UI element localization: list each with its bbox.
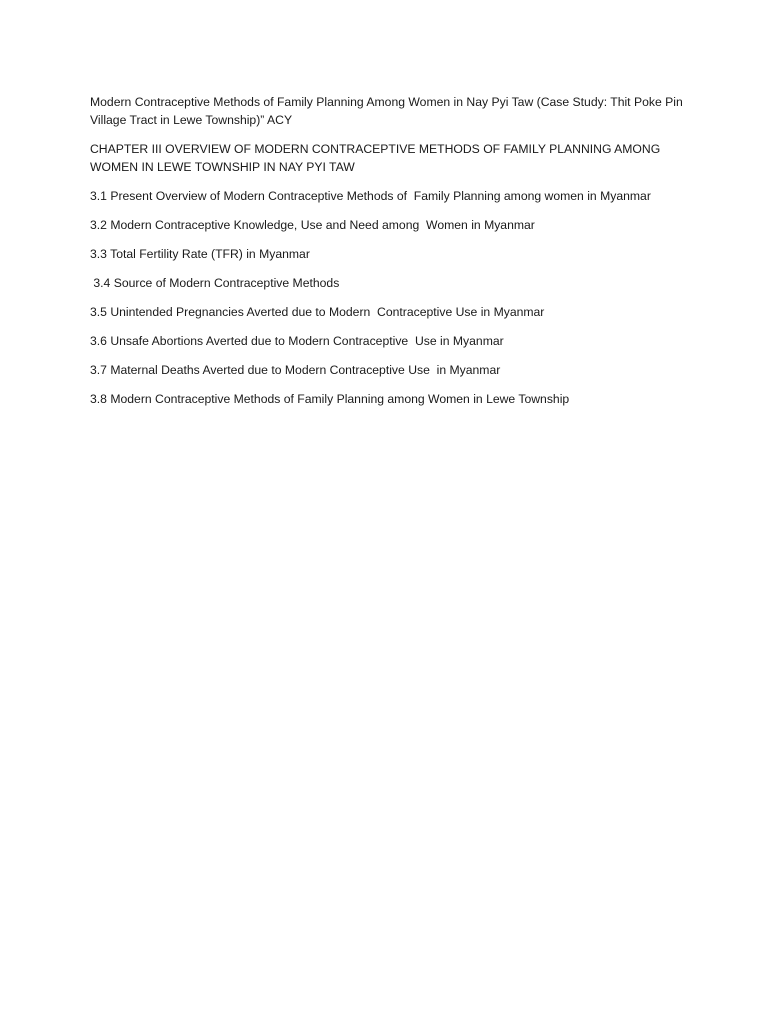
section-3-4: 3.4 Source of Modern Contraceptive Methods [90,276,340,290]
section-3-7: 3.7 Maternal Deaths Averted due to Modern Contraceptive Use in Myanmar [90,363,501,377]
chapter-heading: CHAPTER III OVERVIEW OF MODERN CONTRACEPTIVE METHODS OF FAMILY PLANNING AMONG WOMEN IN LEWE TOWNSHIP IN NAY PYI TAW [90,142,664,174]
section-3-8: 3.8 Modern Contraceptive Methods of Family Planning among Women in Lewe Township [90,392,570,406]
section-3-6: 3.6 Unsafe Abortions Averted due to Modern Contraceptive Use in Myanmar [90,334,504,348]
document-body [90,93,690,419]
section-3-1: 3.1 Present Overview of Modern Contraceptive Methods of Family Planning among women in Myanmar [90,189,651,203]
section-3-5: 3.5 Unintended Pregnancies Averted due to Modern Contraceptive Use in Myanmar [90,305,545,319]
section-3-3: 3.3 Total Fertility Rate (TFR) in Myanmar [90,247,310,261]
document-title: Modern Contraceptive Methods of Family Planning Among Women in Nay Pyi Taw (Case Study: Thit Poke Pin Village Tract in Lewe Township)” ACY [90,95,687,127]
section-3-2: 3.2 Modern Contraceptive Knowledge, Use and Need among Women in Myanmar [90,218,535,232]
